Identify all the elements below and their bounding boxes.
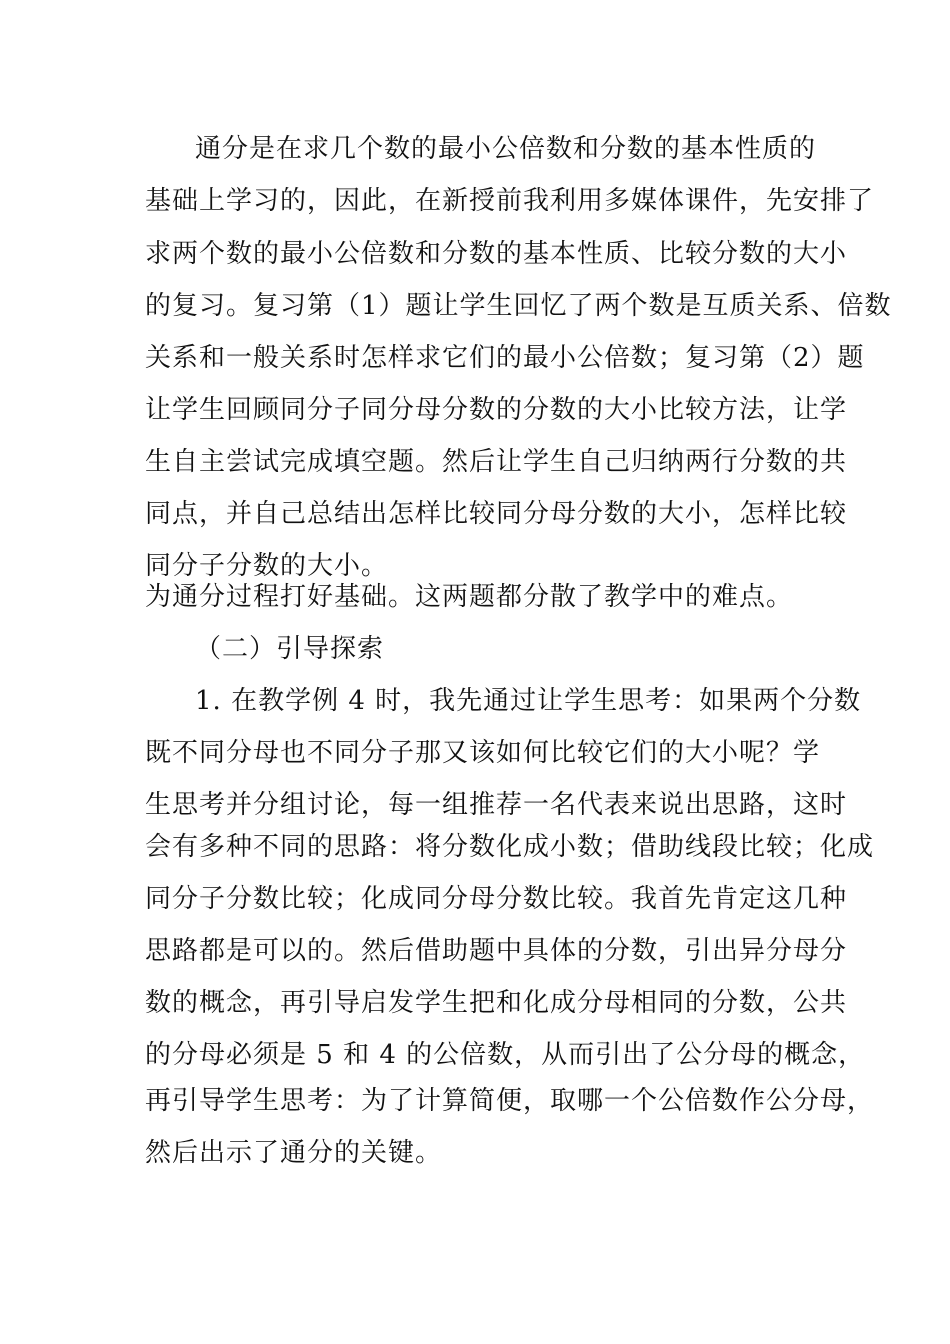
text-line: 数的概念，再引导启发学生把和化成分母相同的分数，公共 [145, 988, 848, 1018]
text-line: 同分子分数比较；化成同分母分数比较。我首先肯定这几种 [145, 884, 848, 914]
text-line: 生自主尝试完成填空题。然后让学生自己归纳两行分数的共 [145, 447, 848, 477]
text-line: 生思考并分组讨论，每一组推荐一名代表来说出思路，这时 [145, 790, 848, 820]
text-line: 关系和一般关系时怎样求它们的最小公倍数；复习第（2）题 [145, 343, 865, 373]
section-heading: （二）引导探索 [195, 634, 385, 664]
text-line: 让学生回顾同分子同分母分数的分数的大小比较方法，让学 [145, 395, 848, 425]
text-line: 思路都是可以的。然后借助题中具体的分数，引出异分母分 [145, 936, 848, 966]
text-line: 会有多种不同的思路：将分数化成小数；借助线段比较；化成 [145, 832, 875, 862]
text-line: 1. 在教学例 4 时，我先通过让学生思考：如果两个分数 [195, 686, 862, 716]
text-line: 通分是在求几个数的最小公倍数和分数的基本性质的 [195, 134, 817, 164]
text-line: 的分母必须是 5 和 4 的公倍数，从而引出了公分母的概念， [145, 1040, 866, 1070]
text-line: 既不同分母也不同分子那又该如何比较它们的大小呢？学 [145, 738, 821, 768]
text-line: 再引导学生思考：为了计算简便，取哪一个公倍数作公分母， [145, 1086, 875, 1116]
text-line: 的复习。复习第（1）题让学生回忆了两个数是互质关系、倍数 [145, 291, 892, 321]
text-line: 同分子分数的大小。 [145, 551, 389, 581]
text-line: 同点，并自己总结出怎样比较同分母分数的大小，怎样比较 [145, 499, 848, 529]
text-line: 基础上学习的，因此，在新授前我利用多媒体课件，先安排了 [145, 186, 875, 216]
text-line: 为通分过程打好基础。这两题都分散了教学中的难点。 [145, 582, 794, 612]
text-line: 然后出示了通分的关键。 [145, 1138, 443, 1168]
text-line: 求两个数的最小公倍数和分数的基本性质、比较分数的大小 [145, 239, 848, 269]
